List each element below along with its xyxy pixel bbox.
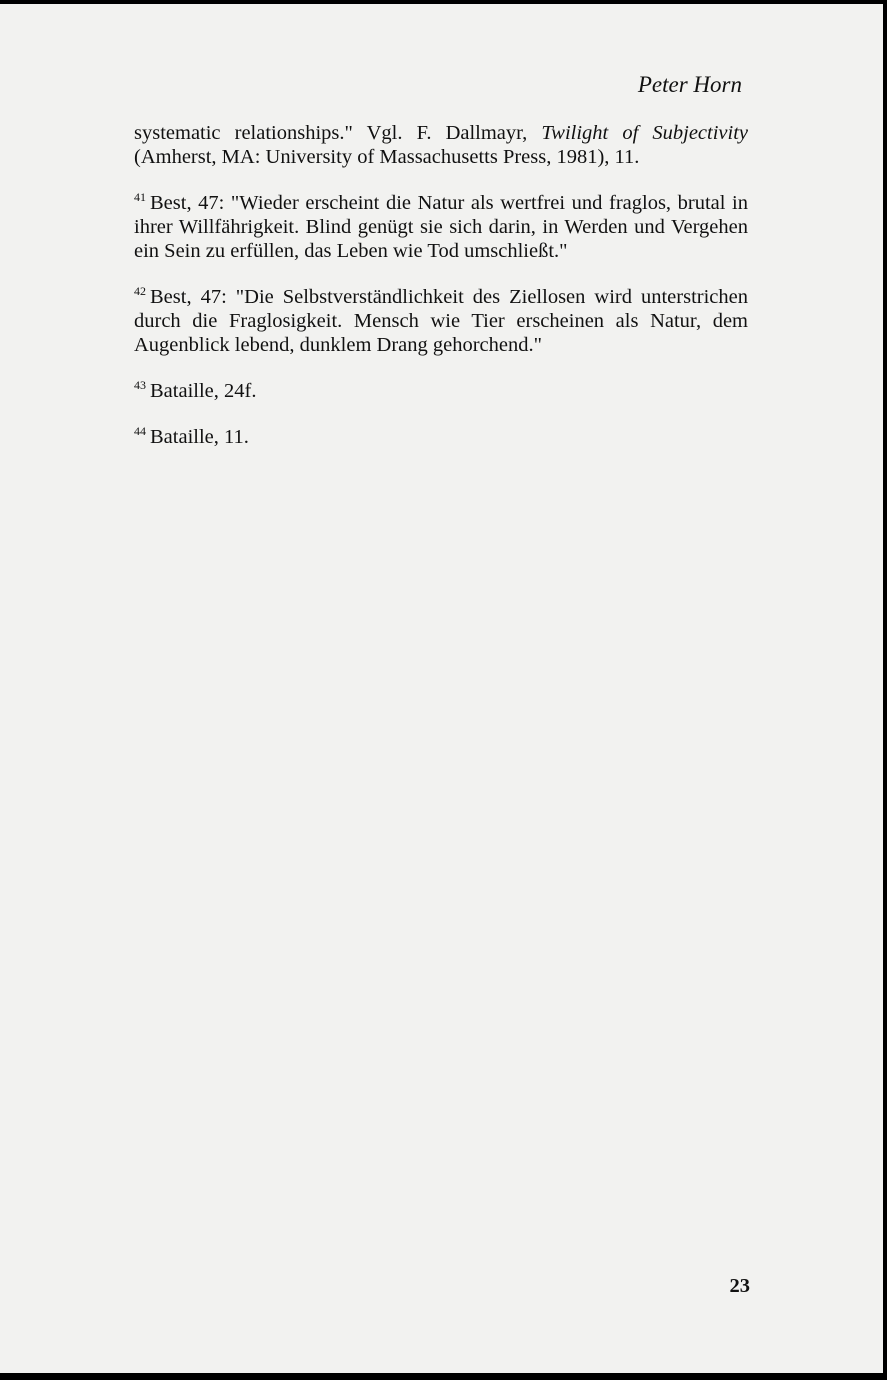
footnotes-body bbox=[134, 121, 748, 471]
continued-text-after: (Amherst, MA: University of Massachusetts Press, 1981), 11. bbox=[134, 146, 640, 168]
continued-text-before: systematic relationships." Vgl. F. Dallmayr, bbox=[134, 122, 542, 144]
footnote-number: 41 bbox=[134, 190, 146, 205]
continued-footnote bbox=[134, 121, 748, 169]
footnote-text: Best, 47: "Die Selbstverständlichkeit des Ziellosen wird unterstrichen durch die Fraglosigkeit. Mensch wie Tier erscheinen als Natur, dem Augenblick lebend, dunklem Drang gehorchend." bbox=[134, 286, 748, 356]
book-title: Twilight of Subjectivity bbox=[541, 122, 748, 144]
page-number: 23 bbox=[729, 1275, 750, 1297]
footnote-number: 43 bbox=[134, 378, 146, 393]
footnote-text: Best, 47: "Wieder erscheint die Natur als wertfrei und fraglos, brutal in ihrer Willfährigkeit. Blind genügt sie sich darin, in Werden und Vergehen ein Sein zu erfüllen, das Leben wie Tod umschließt." bbox=[134, 192, 748, 262]
footnote-43 bbox=[134, 379, 748, 403]
footnote-number: 42 bbox=[134, 284, 146, 299]
footnote-text: Bataille, 11. bbox=[150, 426, 249, 448]
footnote-text: Bataille, 24f. bbox=[150, 380, 257, 402]
footnote-number: 44 bbox=[134, 424, 146, 439]
footnote-41 bbox=[134, 191, 748, 263]
page bbox=[0, 4, 883, 1373]
footnote-44 bbox=[134, 425, 748, 449]
running-head-author: Peter Horn bbox=[637, 72, 742, 97]
footnote-42 bbox=[134, 285, 748, 357]
